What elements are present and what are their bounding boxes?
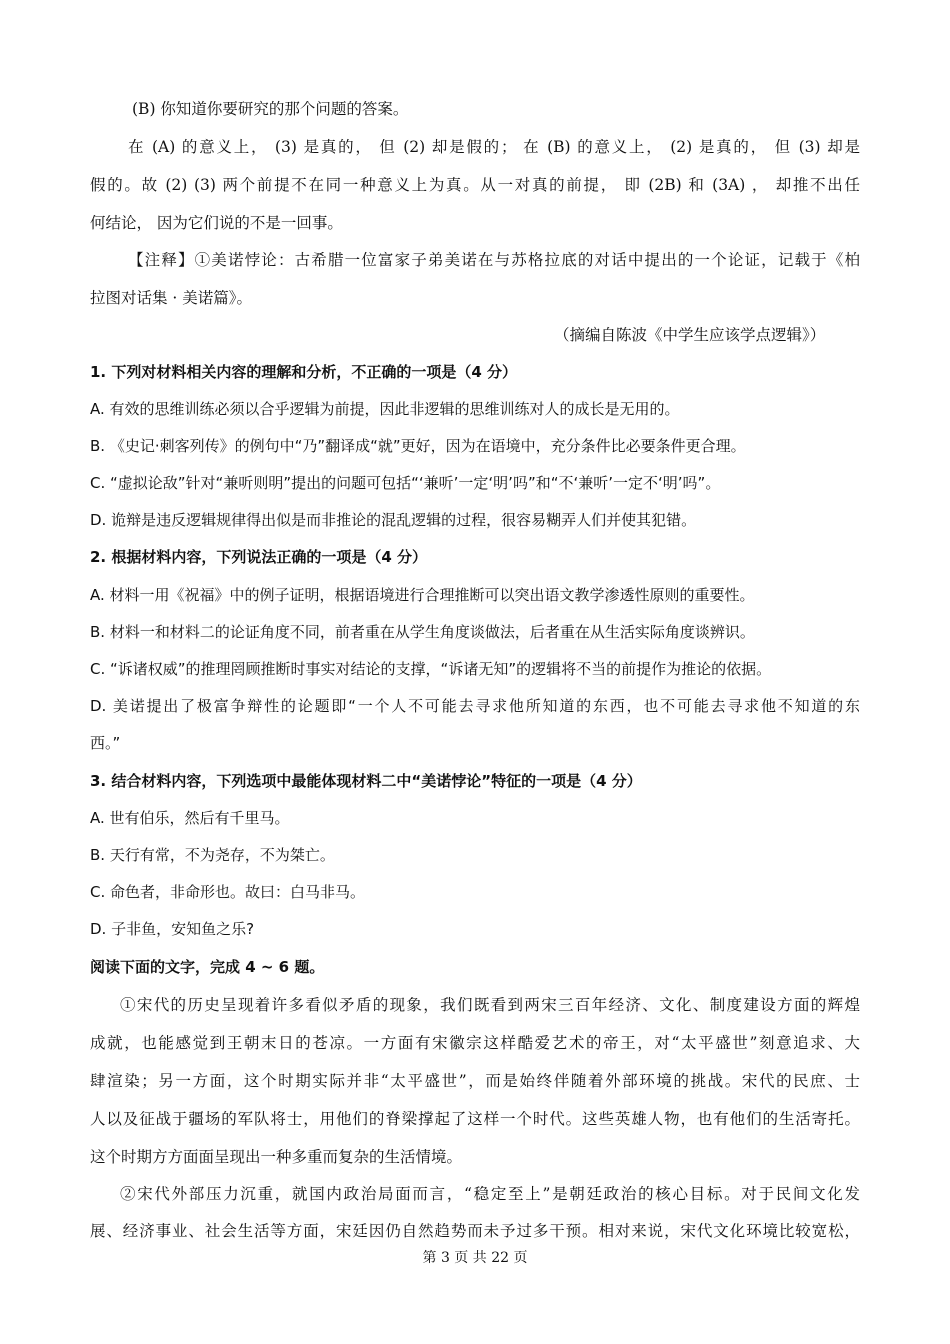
page-footer: 第 3 页 共 22 页 <box>422 1250 528 1266</box>
question-option: B. 材料一和材料二的论证角度不同，前者重在从学生角度谈做法，后者重在从生活实际角度谈辨识。 <box>90 623 755 641</box>
paragraph-line: 何结论， 因为它们说的不是一回事。 <box>90 214 343 232</box>
section-heading: 阅读下面的文字，完成 4 ~ 6 题。 <box>90 958 325 976</box>
question-stem: 1. 下列对材料相关内容的理解和分析，不正确的一项是（4 分） <box>90 363 518 381</box>
paragraph-line: 在 (A) 的意义上， (3) 是真的， 但 (2) 却是假的； 在 (B) 的意义上， (2) 是真的， 但 (3) 却是 <box>128 138 860 156</box>
question-stem: 2. 根据材料内容，下列说法正确的一项是（4 分） <box>90 548 428 566</box>
paragraph-line: 展、经济事业、社会生活等方面，宋廷因仍自然趋势而未予过多干预。相对来说，宋代文化环境比较宽松， <box>90 1222 860 1240</box>
note-line: 拉图对话集 · 美诺篇》。 <box>90 289 253 307</box>
paragraph-line: 人以及征战于疆场的军队将士，用他们的脊梁撑起了这样一个时代。这些英雄人物，也有他们的生活寄托。 <box>90 1110 860 1128</box>
question-option: B. 《史记·刺客列传》的例句中“乃”翻译成“就”更好，因为在语境中，充分条件比必要条件更合理。 <box>90 437 746 455</box>
paragraph-line: 这个时期方方面面呈现出一种多重而复杂的生活情境。 <box>90 1148 463 1166</box>
question-option: A. 有效的思维训练必须以合乎逻辑为前提，因此非逻辑的思维训练对人的成长是无用的。 <box>90 400 680 418</box>
option-b-line: (B) 你知道你要研究的那个问题的答案。 <box>132 100 409 118</box>
question-option: A. 世有伯乐，然后有千里马。 <box>90 809 290 827</box>
question-option: C. “虚拟论敌”针对“兼听则明”提出的问题可包括“‘兼听’一定‘明’吗”和“不‘兼听’一定不‘明’吗”。 <box>90 474 721 492</box>
question-option: A. 材料一用《祝福》中的例子证明，根据语境进行合理推断可以突出语文教学渗透性原则的重要性。 <box>90 586 755 604</box>
note-line: 【注释】①美诺悖论：古希腊一位富家子弟美诺在与苏格拉底的对话中提出的一个论证，记载于《柏 <box>128 251 860 269</box>
question-option: D. 美诺提出了极富争辩性的论题即“一个人不可能去寻求他所知道的东西，也不可能去寻求他不知道的东 <box>90 697 860 715</box>
question-option: C. “诉诸权威”的推理罔顾推断时事实对结论的支撑，“诉诸无知”的逻辑将不当的前提作为推论的依据。 <box>90 660 772 678</box>
paragraph-line: ②宋代外部压力沉重，就国内政治局面而言，“稳定至上”是朝廷政治的核心目标。对于民间文化发 <box>120 1185 860 1203</box>
question-option: D. 诡辩是违反逻辑规律得出似是而非推论的混乱逻辑的过程，很容易糊弄人们并使其犯错。 <box>90 511 697 529</box>
paragraph-line: 肆渲染；另一方面，这个时期实际并非“太平盛世”，而是始终伴随着外部环境的挑战。宋代的民庶、士 <box>90 1072 860 1090</box>
question-stem: 3. 结合材料内容，下列选项中最能体现材料二中“美诺悖论”特征的一项是（4 分） <box>90 772 642 790</box>
paragraph-line: ①宋代的历史呈现着许多看似矛盾的现象，我们既看到两宋三百年经济、文化、制度建设方面的辉煌 <box>120 996 860 1014</box>
question-option-continuation: 西。” <box>90 734 121 752</box>
question-option: C. 命色者，非命形也。故曰：白马非马。 <box>90 883 366 901</box>
paragraph-line: 成就，也能感觉到王朝末日的苍凉。一方面有宋徽宗这样酷爱艺术的帝王，对“太平盛世”刻意追求、大 <box>90 1034 860 1052</box>
paragraph-line: 假的。故 (2) (3) 两个前提不在同一种意义上为真。从一对真的前提， 即 (2B) 和 (3A) ， 却推不出任 <box>90 176 860 194</box>
source-citation: （摘编自陈波《中学生应该学点逻辑》） <box>554 326 826 344</box>
question-option: D. 子非鱼，安知鱼之乐? <box>90 920 255 938</box>
question-option: B. 天行有常，不为尧存，不为桀亡。 <box>90 846 335 864</box>
